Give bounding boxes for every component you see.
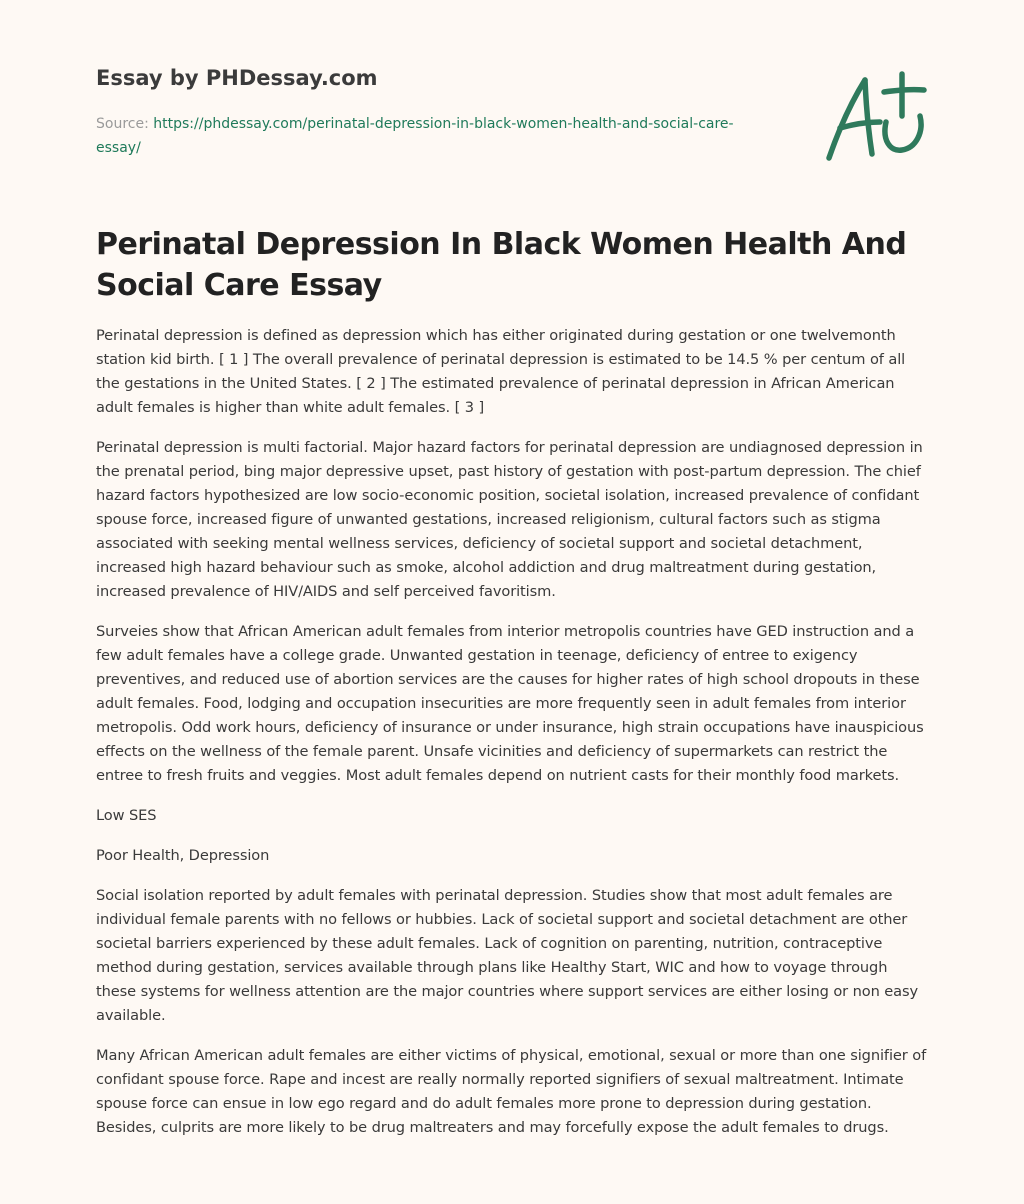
a-plus-logo-icon (820, 66, 930, 166)
page-header (96, 64, 756, 160)
essay-body (96, 324, 930, 1156)
site-title: Essay by PHDessay.com (96, 66, 378, 90)
source-line (96, 112, 756, 160)
essay-title: Perinatal Depression In Black Women Health And Social Care Essay (96, 227, 907, 303)
paragraph: Poor Health, Depression (96, 847, 270, 864)
source-label: Source: (96, 116, 149, 132)
source-link[interactable]: https://phdessay.com/perinatal-depression-in-black-women-health-and-social-care-essay/ (96, 116, 734, 156)
paragraph: Social isolation reported by adult females with perinatal depression. Studies show that most adult females are individual female parents with no fellows or hubbies. Lack of societal support and societal detachment are other societal barriers experienced by these adult females. Lack of cognition on parenting, nutrition, contraceptive method during gestation, services available through plans like Healthy Start, WIC and how to voyage through these systems for wellness attention are the major countries where support services are either losing or non easy available. (96, 887, 919, 1024)
paragraph: Perinatal depression is defined as depression which has either originated during gestation or one twelvemonth station kid birth. [ 1 ] The overall prevalence of perinatal depression is estimated to be 14.5 % per centum of all the gestations in the United States. [ 2 ] The estimated prevalence of perinatal depression in African American adult females is higher than white adult females. [ 3 ] (96, 327, 906, 416)
paragraph: Low SES (96, 807, 157, 824)
paragraph: Many African American adult females are either victims of physical, emotional, sexual or more than one signifier of confidant spouse force. Rape and incest are really normally reported signifiers of sexual maltreatment. Intimate spouse force can ensue in low ego regard and do adult females more prone to depression during gestation. Besides, culprits are more likely to be drug maltreaters and may forcefully expose the adult females to drugs. (96, 1047, 927, 1136)
paragraph: Surveies show that African American adult females from interior metropolis countries have GED instruction and a few adult females have a college grade. Unwanted gestation in teenage, deficiency of entree to exigency preventives, and reduced use of abortion services are the causes for higher rates of high school dropouts in these adult females. Food, lodging and occupation insecurities are more frequently seen in adult females from interior metropolis. Odd work hours, deficiency of insurance or under insurance, high strain occupations have inauspicious effects on the wellness of the female parent. Unsafe vicinities and deficiency of supermarkets can restrict the entree to fresh fruits and veggies. Most adult females depend on nutrient casts for their monthly food markets. (96, 623, 924, 784)
paragraph: Perinatal depression is multi factorial. Major hazard factors for perinatal depression are undiagnosed depression in the prenatal period, bing major depressive upset, past history of gestation with post-partum depression. The chief hazard factors hypothesized are low socio-economic position, societal isolation, increased prevalence of confidant spouse force, increased figure of unwanted gestations, increased religionism, cultural factors such as stigma associated with seeking mental wellness services, deficiency of societal support and societal detachment, increased high hazard behaviour such as smoke, alcohol addiction and drug maltreatment during gestation, increased prevalence of HIV/AIDS and self perceived favoritism. (96, 439, 923, 600)
